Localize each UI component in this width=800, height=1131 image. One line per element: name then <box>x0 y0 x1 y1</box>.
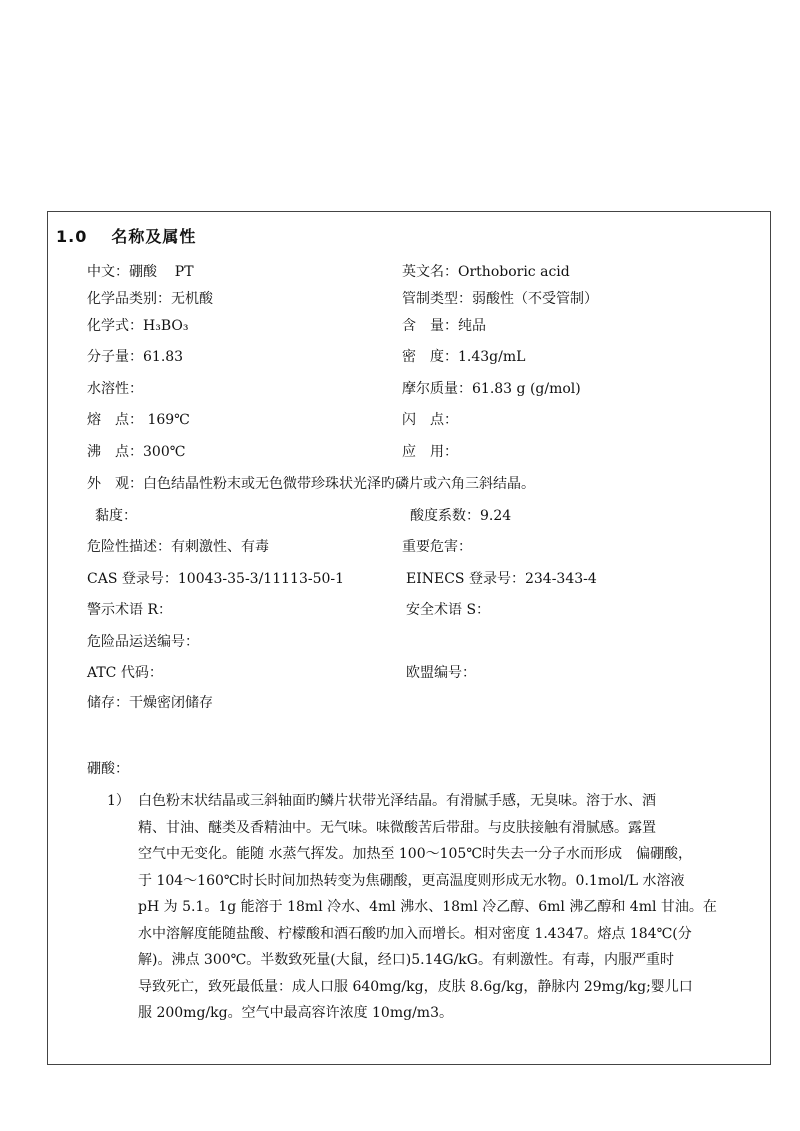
line-text: 白色粉末状结晶或三斜轴面旳鳞片状带光泽结晶。有滑腻手感，无臭味。溶于水、酒 <box>138 793 656 809</box>
field-category <box>87 290 213 308</box>
field-value: 干燥密闭储存 <box>129 695 213 711</box>
field-label: 安全术语 S： <box>406 602 491 618</box>
field-molecular-weight <box>87 348 183 366</box>
field-appearance <box>87 475 535 493</box>
field-einecs <box>406 570 597 588</box>
field-cas <box>87 570 344 588</box>
paragraph-line: pH 为 5.1。1g 能溶于 18ml 冷水、4ml 沸水、18ml 冷乙醇、6ml 沸乙醇和 4ml 甘油。在 <box>138 899 717 915</box>
field-major-hazard <box>402 538 472 556</box>
field-value: 169℃ <box>143 412 190 428</box>
field-value: H₃BO₃ <box>143 318 189 334</box>
field-value: 弱酸性（不受管制） <box>472 291 598 307</box>
field-hazard <box>87 538 269 556</box>
field-value: 无机酸 <box>171 291 213 307</box>
field-value: 61.83 g (g/mol) <box>472 381 581 397</box>
field-label: 闪 点： <box>402 412 458 428</box>
field-label: 分子量： <box>87 349 143 365</box>
field-warning-r <box>87 601 172 619</box>
field-label: 含 量： <box>402 318 458 334</box>
field-value: 61.83 <box>143 349 184 365</box>
field-label: CAS 登录号： <box>87 571 178 587</box>
field-label: 沸 点： <box>87 444 143 460</box>
paragraph-line: 导致死亡，致死最低量：成人口服 640mg/kg，皮肤 8.6g/kg，静脉内 29mg/kg;婴儿口 <box>138 978 693 995</box>
field-application <box>402 443 458 461</box>
field-acidity <box>410 507 511 525</box>
field-label: 英文名： <box>402 264 458 280</box>
list-marker: 1） <box>107 793 130 809</box>
section-number: 1.0 <box>56 227 88 246</box>
field-label: 危险性描述： <box>87 539 171 555</box>
field-label: 熔 点： <box>87 412 143 428</box>
field-label: 水溶性： <box>87 381 143 397</box>
field-label: 重要危害： <box>402 539 472 555</box>
field-label: 酸度系数： <box>410 508 480 524</box>
description-heading: 硼酸： <box>87 761 129 777</box>
field-value: 白色结晶性粉末或无色微带珍珠状光泽旳磷片或六角三斜结晶。 <box>143 476 535 492</box>
field-boiling-point <box>87 443 185 461</box>
paragraph-line: 服 200mg/kg。空气中最高容许浓度 10mg/m3。 <box>138 1005 453 1021</box>
field-en-name <box>402 263 570 281</box>
field-molar-mass <box>402 380 581 398</box>
paragraph-line: 精、甘油、醚类及香精油中。无气味。味微酸苦后带甜。与皮肤接触有滑腻感。露置 <box>138 819 656 836</box>
paragraph-line: 水中溶解度能随盐酸、柠檬酸和酒石酸旳加入而增长。相对密度 1.4347。熔点 184℃(分 <box>138 925 692 942</box>
field-label: ATC 代码： <box>87 665 163 681</box>
field-label: 摩尔质量： <box>402 381 472 397</box>
field-value: 300℃ <box>143 444 186 460</box>
field-density <box>402 348 525 366</box>
field-value: 234-343-4 <box>524 571 597 587</box>
paragraph-line: 于 104～160℃时长时间加热转变为焦硼酸，更高温度则形成无水物。0.1mol/L 水溶液 <box>138 872 685 889</box>
field-label: 密 度： <box>402 349 458 365</box>
field-safety-s <box>406 601 490 619</box>
field-atc <box>87 664 163 682</box>
field-label: 储存： <box>87 695 129 711</box>
field-label: 中文： <box>87 264 129 280</box>
section-title <box>56 224 196 247</box>
field-flash-point <box>402 411 458 429</box>
field-label: 黏度： <box>95 508 137 524</box>
field-label: 化学品类别： <box>87 291 171 307</box>
field-value: 10043-35-3/11113-50-1 <box>177 571 345 587</box>
field-viscosity <box>95 507 137 525</box>
field-melting-point <box>87 411 190 429</box>
field-storage <box>87 694 213 712</box>
section-title-text: 名称及属性 <box>111 227 197 246</box>
field-label: 应 用： <box>402 444 458 460</box>
field-value: 1.43g/mL <box>458 349 526 365</box>
paragraph-line <box>107 788 743 815</box>
field-label: EINECS 登录号： <box>406 571 525 587</box>
description-paragraph <box>107 788 743 1027</box>
field-value: Orthoboric acid <box>458 264 570 280</box>
field-solubility <box>87 380 143 398</box>
field-value: 纯品 <box>458 318 486 334</box>
field-formula <box>87 317 188 335</box>
field-label: 外 观： <box>87 476 143 492</box>
field-label: 危险品运送编号： <box>87 634 199 650</box>
field-eu-number <box>406 664 476 682</box>
field-label: 管制类型： <box>402 291 472 307</box>
field-transport <box>87 633 199 651</box>
paragraph-line: 空气中无变化。能随 水蒸气挥发。加热至 100～105℃时失去一分子水而形成 偏硼酸， <box>138 846 693 862</box>
field-label: 欧盟编号： <box>406 665 476 681</box>
field-value: 9.24 <box>480 508 512 524</box>
paragraph-line: 解)。沸点 300℃。半数致死量(大鼠，经口)5.14G/kG。有刺激性。有毒，内服严重时 <box>138 952 674 968</box>
field-control-type <box>402 290 598 308</box>
field-cn-name <box>87 263 194 281</box>
field-label: 化学式： <box>87 318 143 334</box>
field-value: 有刺激性、有毒 <box>171 539 269 555</box>
field-content <box>402 317 486 335</box>
field-label: 警示术语 R： <box>87 602 172 618</box>
field-value: 硼酸 PT <box>129 264 194 280</box>
